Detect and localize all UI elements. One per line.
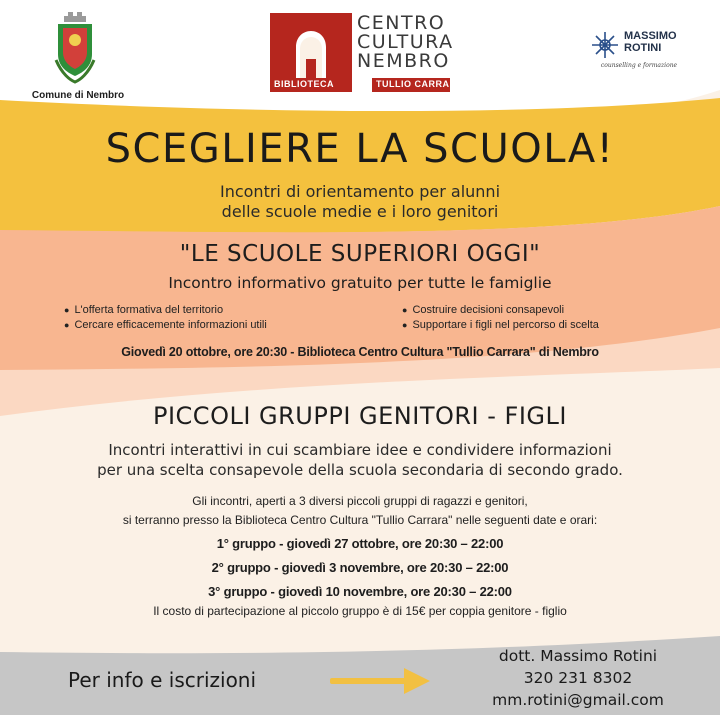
comune-label: Comune di Nembro	[31, 90, 125, 101]
rotini-last-name: ROTINI	[624, 42, 662, 54]
biblioteca-label: BIBLIOTECA	[274, 79, 334, 89]
details-line: si terranno presso la Biblioteca Centro Cultura "Tullio Carrara" nelle seguenti date e orari:	[122, 513, 598, 527]
bullet-text: Supportare i figli nel percorso di scelta	[412, 319, 599, 331]
bullet-text: Cercare efficacemente informazioni utili	[74, 319, 267, 331]
cultura-line: CULTURA	[357, 31, 454, 53]
group-2-schedule: 2° gruppo - giovedì 3 novembre, ore 20:30 – 22:00	[211, 560, 509, 575]
arrow-right-icon	[330, 666, 432, 696]
section1-date-venue: Giovedì 20 ottobre, ore 20:30 - Biblioteca Centro Cultura "Tullio Carrara" di Nembro	[121, 345, 599, 359]
centro-cultura-wordmark	[357, 14, 454, 71]
info-label: Per info e iscrizioni	[68, 668, 257, 692]
contact-email[interactable]: mm.rotini@gmail.com	[492, 691, 664, 709]
group-1-schedule: 1° gruppo - giovedì 27 ottobre, ore 20:30 – 22:00	[216, 536, 504, 551]
section1-subtitle: Incontro informativo gratuito per tutte le famiglie	[168, 274, 552, 292]
list-item	[64, 303, 267, 318]
bullet-list-right	[402, 303, 599, 333]
section2-subtitle-line: per una scelta consapevole della scuola secondaria di secondo grado.	[97, 461, 623, 479]
rotini-logo-name	[624, 30, 677, 54]
nembro-line: NEMBRO	[357, 50, 450, 72]
bullet-list-left	[64, 303, 267, 333]
snowflake-flower-icon	[590, 30, 620, 60]
hero-subtitle-line: delle scuole medie e i loro genitori	[221, 202, 499, 221]
list-item	[402, 318, 599, 333]
contact-name: dott. Massimo Rotini	[498, 647, 658, 665]
comune-crest-icon	[52, 10, 98, 86]
main-title: SCEGLIERE LA SCUOLA!	[105, 126, 615, 172]
rotini-first-name: MASSIMO	[624, 30, 677, 42]
bullet-icon: ●	[402, 320, 408, 330]
bullet-text: L'offerta formativa del territorio	[74, 304, 224, 316]
list-item	[402, 303, 599, 318]
section2-subtitle-line: Incontri interattivi in cui scambiare idee e condividere informazioni	[108, 441, 612, 459]
section2-details	[0, 492, 720, 530]
contact-phone[interactable]: 320 231 8302	[523, 669, 633, 687]
hero-subtitle-line: Incontri di orientamento per alunni	[219, 182, 501, 201]
section1-title: "LE SCUOLE SUPERIORI OGGI"	[179, 241, 541, 267]
list-item	[64, 318, 267, 333]
hero-subtitle	[0, 182, 720, 222]
bullet-icon: ●	[402, 305, 408, 315]
tullio-carrara-label: TULLIO CARRARA	[376, 79, 464, 89]
group-3-schedule: 3° gruppo - giovedì 10 novembre, ore 20:30 – 22:00	[208, 584, 512, 599]
bullet-icon: ●	[64, 320, 70, 330]
section2-title: PICCOLI GRUPPI GENITORI - FIGLI	[153, 402, 567, 430]
rotini-tagline: counselling e formazione	[600, 62, 678, 69]
section2-subtitle	[0, 440, 720, 480]
bullet-icon: ●	[64, 305, 70, 315]
centro-line: CENTRO	[357, 12, 446, 34]
details-line: Gli incontri, aperti a 3 diversi piccoli gruppi di ragazzi e genitori,	[192, 494, 528, 508]
cost-note: Il costo di partecipazione al piccolo gruppo è di 15€ per coppia genitore - figlio	[153, 604, 567, 618]
contact-block	[464, 645, 692, 711]
bullet-text: Costruire decisioni consapevoli	[412, 304, 565, 316]
